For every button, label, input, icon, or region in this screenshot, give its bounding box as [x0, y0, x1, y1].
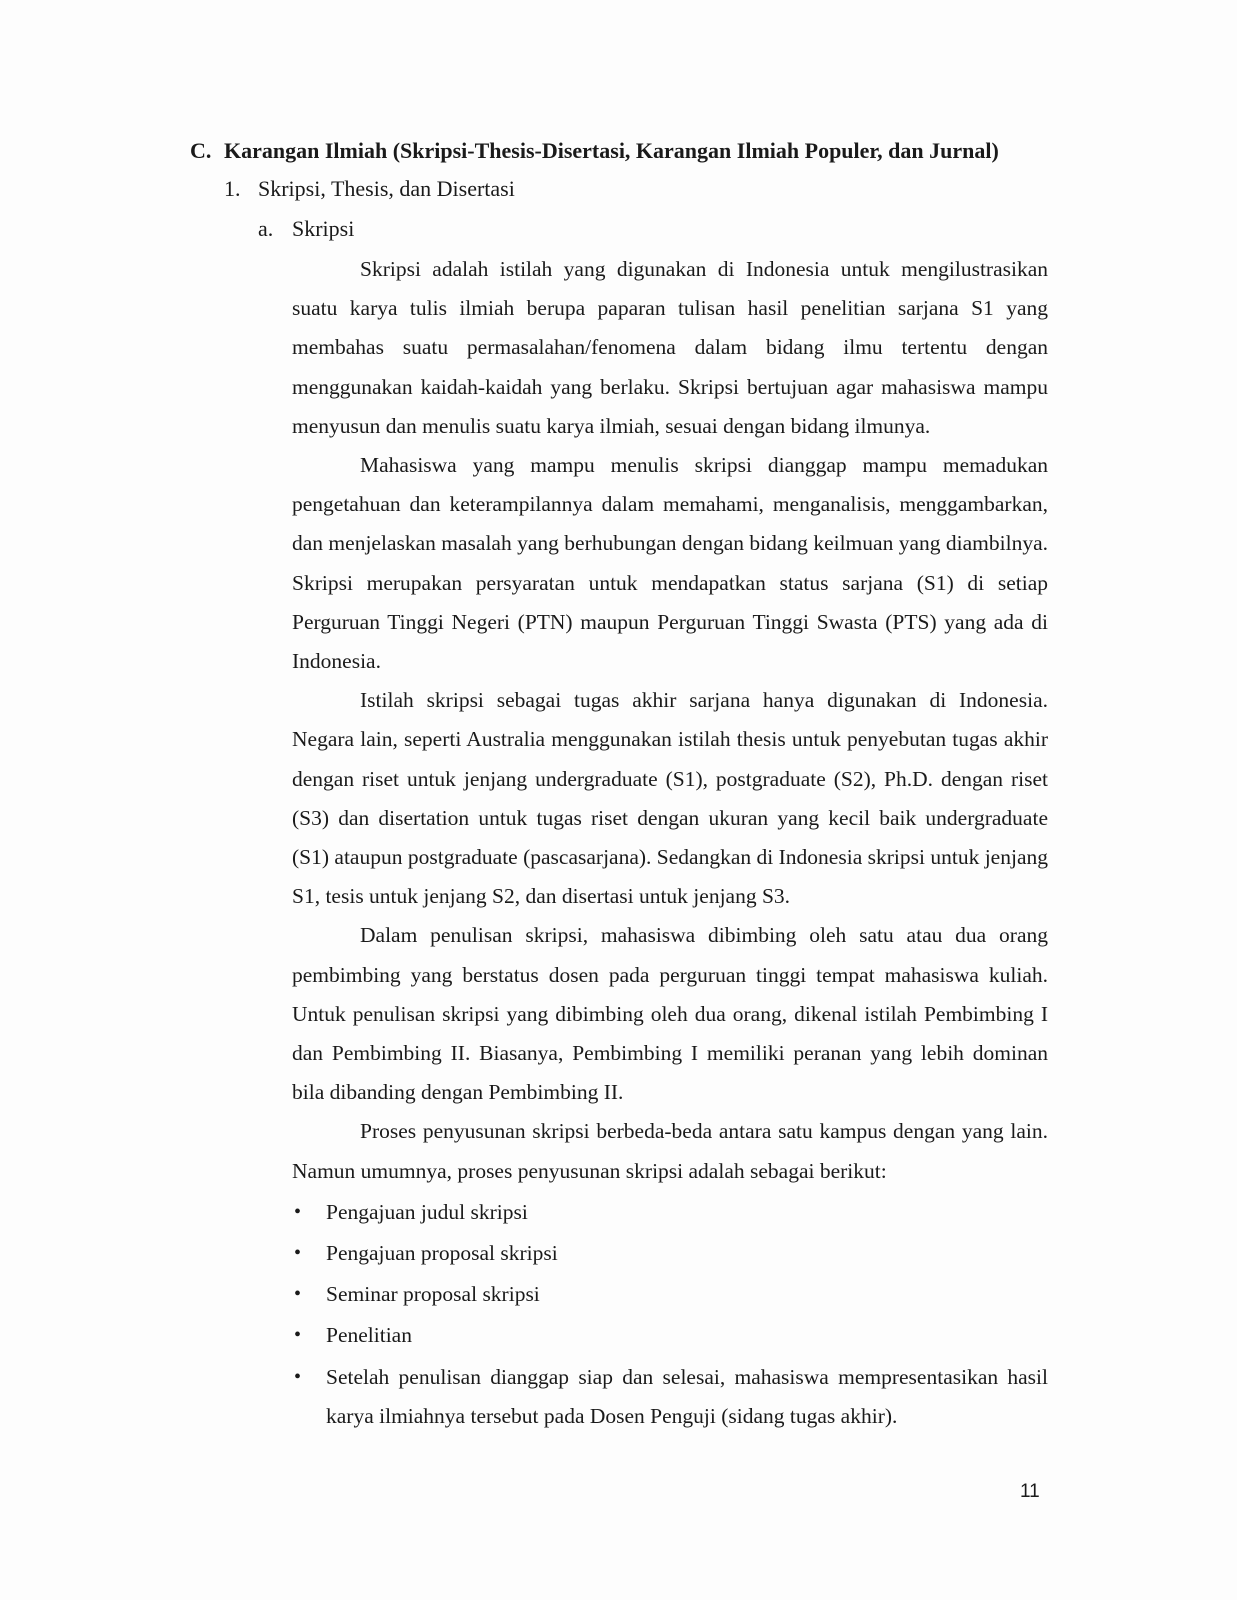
subsection-title: Skripsi, Thesis, dan Disertasi: [258, 176, 515, 201]
page-number: 11: [1020, 1481, 1040, 1502]
list-item: [292, 1358, 1048, 1436]
paragraph: Dalam penulisan skripsi, mahasiswa dibimbing oleh satu atau dua orang pembimbing yang berstatus dosen pada perguruan tinggi tempat mahasiswa kuliah. Untuk penulisan skripsi yang dibimbing oleh dua orang, dikenal istilah Pembimbing I dan Pembimbing II. Biasanya, Pembimbing I memiliki peranan yang lebih dominan bila dibanding dengan Pembimbing II.: [292, 923, 1048, 1105]
bullet-icon: •: [294, 1283, 302, 1306]
paragraph: Istilah skripsi sebagai tugas akhir sarjana hanya digunakan di Indonesia. Negara lain, seperti Australia menggunakan istilah thesis untuk penyebutan tugas akhir dengan riset untuk jenjang undergraduate (S1), postgraduate (S2), Ph.D. dengan riset (S3) dan disertation untuk tugas riset dengan ukuran yang kecil baik undergraduate (S1) ataupun postgraduate (pascasarjana). Sedangkan di Indonesia skripsi untuk jenjang S1, tesis untuk jenjang S2, dan disertasi untuk jenjang S3.: [292, 688, 1048, 909]
bullet-icon: •: [294, 1365, 302, 1388]
subsection-heading: [224, 174, 515, 204]
list-item: [292, 1275, 1048, 1314]
bullet-icon: •: [294, 1324, 302, 1347]
body-text: [292, 250, 1048, 1436]
paragraph: Skripsi adalah istilah yang digunakan di Indonesia untuk mengilustrasikan suatu karya tulis ilmiah berupa paparan tulisan hasil penelitian sarjana S1 yang membahas suatu permasalahan/fenomena dalam bidang ilmu tertentu dengan menggunakan kaidah-kaidah yang berlaku. Skripsi bertujuan agar mahasiswa mampu menyusun dan menulis suatu karya ilmiah, sesuai dengan bidang ilmunya.: [292, 257, 1048, 438]
subsubsection-heading: [258, 214, 354, 244]
list-item: [292, 1316, 1048, 1355]
paragraph: Mahasiswa yang mampu menulis skripsi dianggap mampu memadukan pengetahuan dan keterampilannya dalam memahami, menganalisis, menggambarkan, dan menjelaskan masalah yang berhubungan dengan bidang keilmuan yang diambilnya. Skripsi merupakan persyaratan untuk mendapatkan status sarjana (S1) di setiap Perguruan Tinggi Negeri (PTN) maupun Perguruan Tinggi Swasta (PTS) yang ada di Indonesia.: [292, 453, 1048, 674]
bullet-icon: •: [294, 1200, 302, 1223]
section-heading: [190, 136, 1090, 166]
section-title: Karangan Ilmiah (Skripsi-Thesis-Disertasi, Karangan Ilmiah Populer, dan Jurnal): [224, 138, 999, 163]
list-item-text: Setelah penulisan dianggap siap dan selesai, mahasiswa mempresentasikan hasil karya ilmiahnya tersebut pada Dosen Penguji (sidang tugas akhir).: [326, 1364, 1048, 1428]
list-item-text: Seminar proposal skripsi: [326, 1282, 540, 1307]
list-item: [292, 1234, 1048, 1273]
section-marker: C.: [190, 138, 212, 163]
process-list: [292, 1193, 1048, 1436]
list-item: [292, 1193, 1048, 1232]
list-item-text: Penelitian: [326, 1323, 412, 1348]
bullet-icon: •: [294, 1242, 302, 1265]
subsubsection-marker: a.: [258, 216, 274, 241]
subsubsection-title: Skripsi: [292, 216, 355, 241]
list-item-text: Pengajuan proposal skripsi: [326, 1241, 558, 1266]
paragraph: Proses penyusunan skripsi berbeda-beda antara satu kampus dengan yang lain. Namun umumnya, proses penyusunan skripsi adalah sebagai berikut:: [292, 1119, 1048, 1183]
subsection-marker: 1.: [224, 176, 241, 201]
list-item-text: Pengajuan judul skripsi: [326, 1199, 528, 1224]
